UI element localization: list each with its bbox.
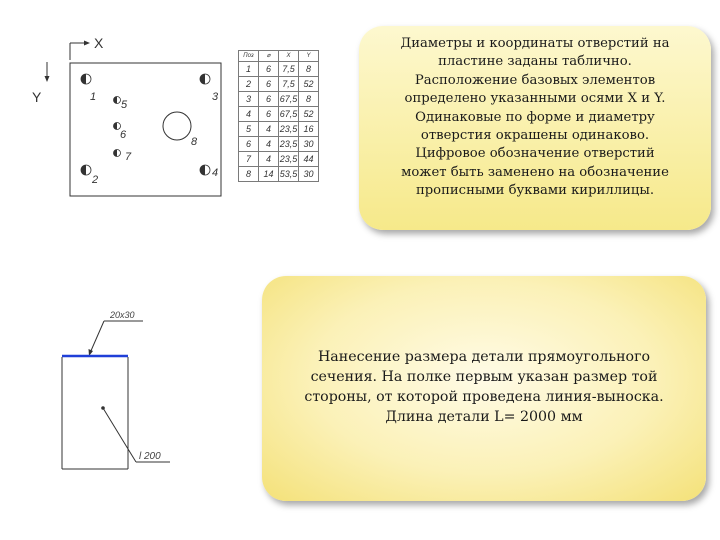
table-cell: 6 [259, 77, 279, 92]
table-cell: 23,5 [279, 152, 299, 167]
table-cell: 8 [239, 167, 259, 182]
table-cell: 3 [239, 92, 259, 107]
hole-5 [114, 97, 121, 104]
table-cell: 53,5 [279, 167, 299, 182]
table-row [239, 167, 319, 182]
table-cell: 7 [239, 152, 259, 167]
y-axis-label: Y [32, 89, 42, 105]
table-cell: 30 [299, 137, 319, 152]
table-cell: 8 [299, 62, 319, 77]
table-cell: 4 [259, 122, 279, 137]
x-axis-arrowhead [84, 41, 90, 46]
leader-label-bottom: l 200 [139, 451, 161, 462]
table-cell: 1 [239, 62, 259, 77]
table-cell: 14 [259, 167, 279, 182]
leader-label-top: 20x30 [110, 310, 135, 320]
table-cell: 67,5 [279, 92, 299, 107]
x-axis-label: X [94, 35, 104, 51]
table-cell: 23,5 [279, 137, 299, 152]
note-bottom-text: Нанесение размера детали прямоугольного сечения. На полке первым указан размер той стороны, от которой проведена линия-выноска. Длина детали L= 2000 мм [304, 349, 664, 425]
hole-table-header-cell: Поз [239, 51, 259, 62]
table-cell: 4 [259, 137, 279, 152]
hole-label-7: 7 [125, 151, 132, 163]
table-cell: 23,5 [279, 122, 299, 137]
hole-7 [114, 150, 121, 157]
table-cell: 6 [259, 107, 279, 122]
hole-table-header-cell: X [279, 51, 299, 62]
note-top-text: Диаметры и координаты отверстий на пластине заданы таблично. Расположение базовых элементов определено указанными осями X и Y. Одинаковые по форме и диаметру отверстия окрашены одинаково. Цифровое обозначение отверстий может быть заменено на обозначение прописными буквами кириллицы. [400, 36, 670, 199]
table-cell: 16 [299, 122, 319, 137]
note-bottom [262, 276, 706, 501]
table-cell: 5 [239, 122, 259, 137]
note-top [359, 26, 711, 230]
table-cell: 30 [299, 167, 319, 182]
table-row [239, 77, 319, 92]
table-cell: 4 [239, 107, 259, 122]
hole-3 [200, 74, 210, 84]
hole-table [238, 50, 319, 182]
table-cell: 4 [259, 152, 279, 167]
hole-1 [81, 74, 91, 84]
table-cell: 52 [299, 77, 319, 92]
table-row [239, 122, 319, 137]
hole-label-1: 1 [90, 91, 97, 103]
y-axis-arrowhead [45, 76, 50, 82]
hole-table-header-cell: ⌀ [259, 51, 279, 62]
table-cell: 7,5 [279, 77, 299, 92]
hole-4 [200, 165, 210, 175]
plate-drawing [32, 35, 221, 196]
hole-label-6: 6 [120, 129, 127, 141]
hole-label-4: 4 [212, 167, 219, 179]
table-cell: 6 [239, 137, 259, 152]
hole-label-3: 3 [212, 91, 219, 103]
hole-8 [163, 112, 191, 140]
hole-label-5: 5 [121, 99, 128, 111]
leader-line-bottom [103, 408, 136, 462]
table-cell: 52 [299, 107, 319, 122]
hole-table-header-cell: Y [299, 51, 319, 62]
table-cell: 8 [299, 92, 319, 107]
table-row [239, 137, 319, 152]
table-row [239, 152, 319, 167]
hole-label-2: 2 [92, 174, 99, 186]
hole-table-header [239, 51, 319, 62]
table-row [239, 92, 319, 107]
table-row [239, 62, 319, 77]
table-row [239, 107, 319, 122]
hole-2 [81, 165, 91, 175]
table-cell: 67,5 [279, 107, 299, 122]
table-cell: 44 [299, 152, 319, 167]
table-cell: 2 [239, 77, 259, 92]
leader-line-top [90, 321, 104, 353]
section-drawing [62, 310, 170, 469]
table-cell: 6 [259, 62, 279, 77]
hole-label-8: 8 [191, 136, 198, 148]
table-cell: 6 [259, 92, 279, 107]
table-cell: 7,5 [279, 62, 299, 77]
